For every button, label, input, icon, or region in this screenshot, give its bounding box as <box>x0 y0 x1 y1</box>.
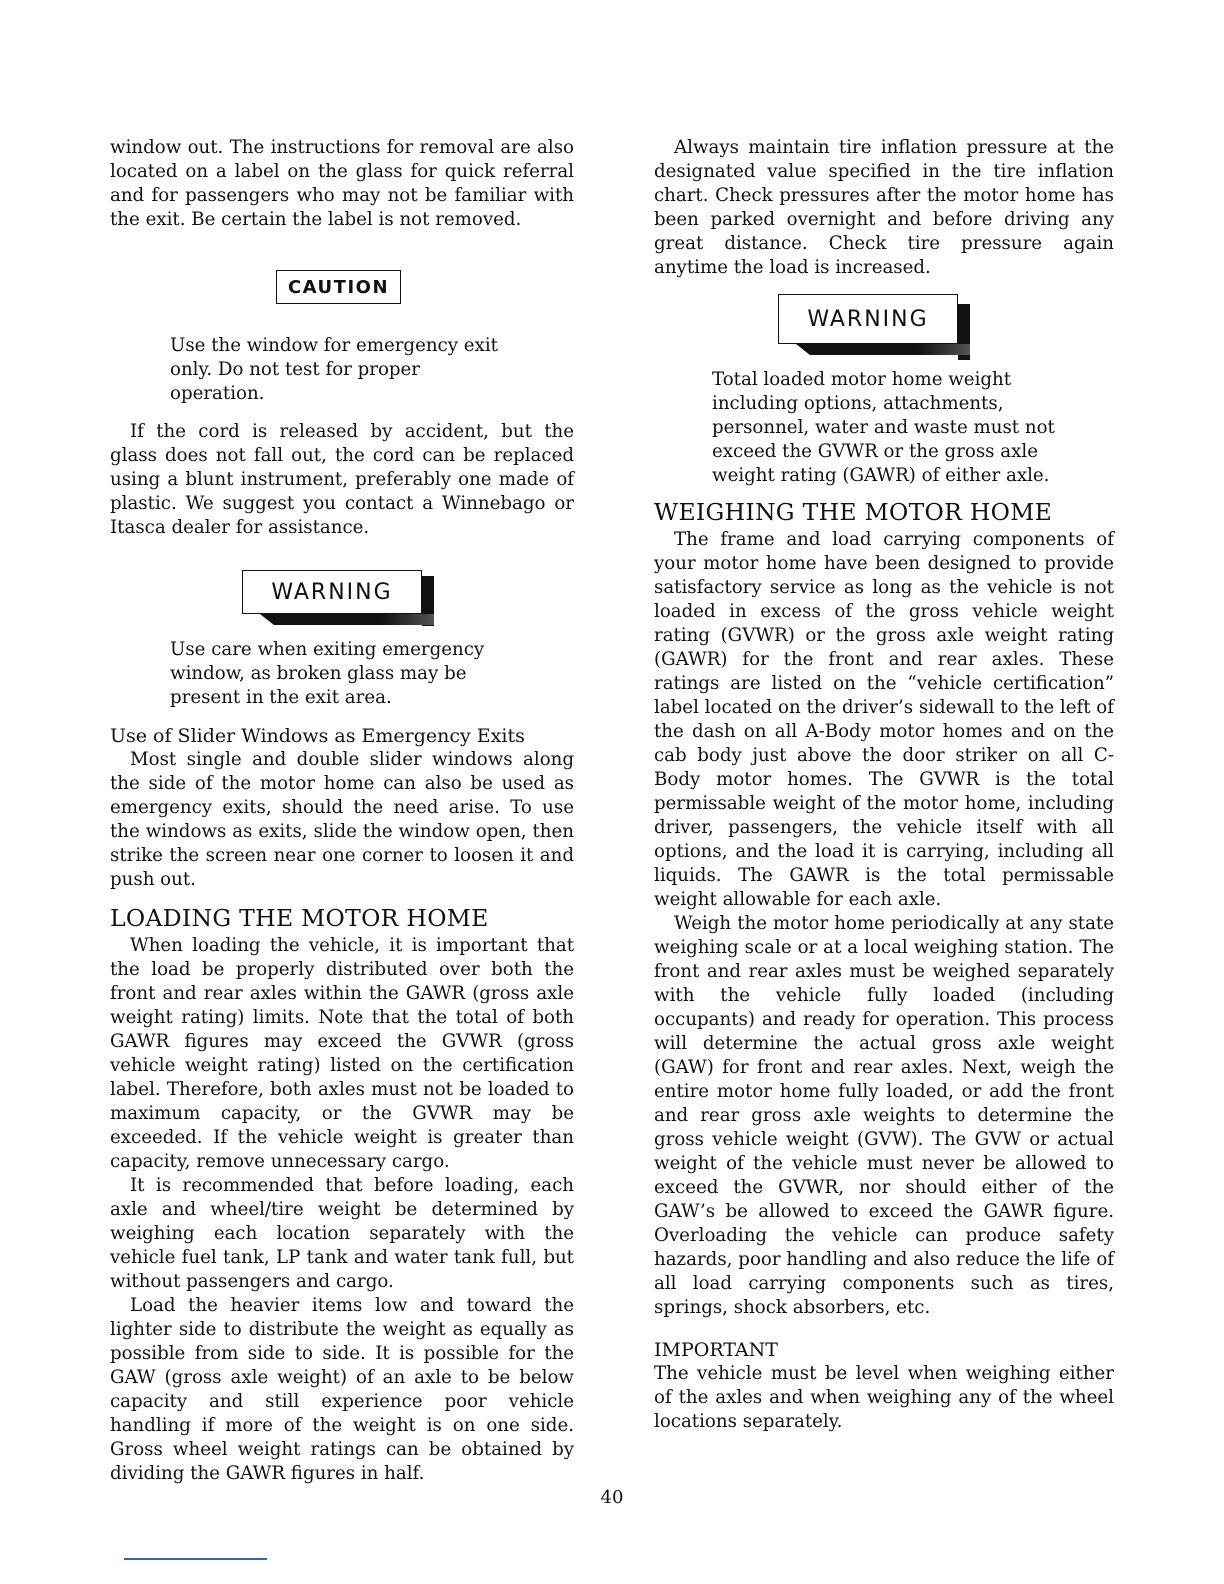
warning-text: Total loaded motor home weight including options, attachments, personnel, water and waste must not exceed the GVWR or the gross axle weight rating (GAWR) of either axle. <box>712 369 1055 486</box>
warning-label: WARNING <box>271 579 393 605</box>
caution-notice <box>276 270 476 304</box>
paragraph: Weigh the motor home periodically at any state weighing scale or at a local weighing station. The front and rear axles must be weighed separately with the vehicle fully loaded (including occupants) and ready for operation. This process will determine the actual gross axle weight (GAW) for front and rear axles. Next, weigh the entire motor home fully loaded, or add the front and rear gross axle weights to determine the gross vehicle weight (GVW). The GVW or actual weight of the vehicle must never be allowed to exceed the GVWR, nor should either of the GAW’s be allowed to exceed the GAWR figure. Overloading the vehicle can produce safety hazards, poor handling and also reduce the life of all load carrying components such as tires, springs, shock absorbers, etc. <box>654 913 1114 1318</box>
warning-box <box>242 570 422 614</box>
warning-label: WARNING <box>807 306 929 332</box>
paragraph: If the cord is released by accident, but the glass does not fall out, the cord can be replaced using a blunt instrument, preferably one made of plastic. We suggest you contact a Winnebago or Itasca dealer for assistance. <box>110 421 574 538</box>
paragraph: The frame and load carrying components of your motor home have been designed to provide satisfactory service as long as the vehicle is not loaded in excess of the gross vehicle weight rating (GVWR) or the gross axle weight rating (GAWR) for the front and rear axles. These ratings are listed on the “vehicle certification” label located on the driver’s sidewall to the left of the dash on all A-Body motor homes and on the cab body just above the door striker on all C-Body motor homes. The GVWR is the total permissable weight of the motor home, including driver, passengers, the vehicle itself with all options, and the load it is carrying, including all liquids. The GAWR is the total permissable weight allowable for each axle. <box>654 529 1114 910</box>
warning-notice <box>778 294 978 360</box>
paragraph: Load the heavier items low and toward the lighter side to distribute the weight as equally as possible from side to side. It is possible for the GAW (gross axle weight) of an axle to be below capacity and still experience poor vehicle handling if more of the weight is on one side. Gross wheel weight ratings can be obtained by dividing the GAWR figures in half. <box>110 1295 574 1484</box>
slider-heading: Use of Slider Windows as Emergency Exits <box>110 725 525 747</box>
important-text: The vehicle must be level when weighing either of the axles and when weighing any of the wheel locations separately. <box>654 1363 1114 1432</box>
page-number: 40 <box>600 1487 624 1508</box>
warning-notice <box>242 570 442 632</box>
caution-label: CAUTION <box>287 276 390 298</box>
paragraph: Most single and double slider windows along the side of the motor home can also be used as emergency exits, should the need arise. To use the windows as exits, slide the window open, then strike the screen near one corner to loosen it and push out. <box>110 749 574 890</box>
warning-text: Use care when exiting emergency window, as broken glass may be present in the exit area. <box>170 639 485 708</box>
caution-box <box>276 270 401 304</box>
paragraph: window out. The instructions for removal are also located on a label on the glass for quick referral and for passengers who may not be familiar with the exit. Be certain the label is not removed. <box>110 137 574 230</box>
paragraph: It is recommended that before loading, each axle and wheel/tire weight be determined by weighing each location separately with the vehicle fuel tank, LP tank and water tank full, but without passengers and cargo. <box>110 1175 574 1292</box>
warning-shadow <box>260 614 434 625</box>
important-heading: IMPORTANT <box>654 1339 778 1361</box>
left-column <box>110 136 574 1486</box>
loading-heading: LOADING THE MOTOR HOME <box>110 904 489 932</box>
paragraph: Always maintain tire inflation pressure at the designated value specified in the tire inflation chart. Check pressures after the motor home has been parked overnight and before driving any great distance. Check tire pressure again anytime the load is increased. <box>654 137 1114 278</box>
warning-shadow <box>796 344 970 355</box>
right-column <box>654 136 1114 1434</box>
caution-text: Use the window for emergency exit only. Do not test for proper operation. <box>170 335 498 404</box>
warning-box <box>778 294 958 344</box>
paragraph: When loading the vehicle, it is important that the load be properly distributed over both the front and rear axles within the GAWR (gross axle weight rating) limits. Note that the total of both GAWR figures may exceed the GVWR (gross vehicle weight rating) listed on the certification label. Therefore, both axles must not be loaded to maximum capacity, or the GVWR may be exceeded. If the vehicle weight is greater than capacity, remove unnecessary cargo. <box>110 935 574 1172</box>
divider <box>124 1558 267 1560</box>
weighing-heading: WEIGHING THE MOTOR HOME <box>654 498 1053 526</box>
